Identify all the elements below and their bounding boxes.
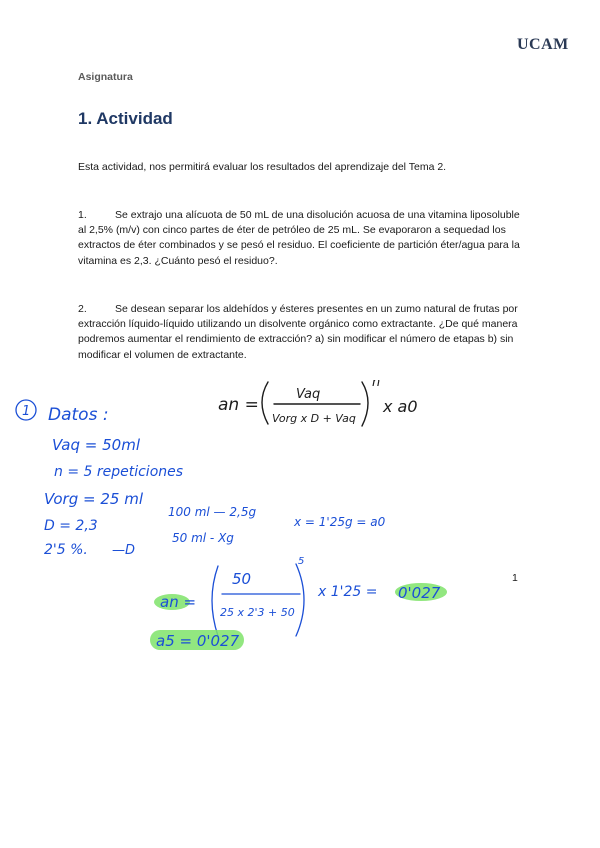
question-1-text: Se extrajo una alícuota de 50 mL de una disolución acuosa de una vitamina liposoluble al 2,5% (m/v) con cinco partes de éter de petróleo de 25 mL. Se evaporaron a sequedad los extractos de éter combinados y se pesó el residuo. El coeficiente de partición éter/agua para la vitamina es 2,3. ¿Cuánto pesó el residuo?.	[78, 209, 520, 267]
arrow-mark: —D	[112, 543, 136, 558]
formula-numerator: Vaq	[296, 387, 321, 402]
formula-denominator: Vorg x D + Vaq	[272, 412, 356, 425]
calc-lhs: an =	[160, 593, 197, 611]
data-line-1: Vaq = 50ml	[52, 436, 140, 454]
subject-label: Asignatura	[78, 71, 133, 83]
proportion-line-1: 100 ml — 2,5g	[168, 505, 257, 519]
question-1	[78, 208, 524, 269]
question-2-number: 2.	[78, 303, 87, 315]
data-line-2: n = 5 repeticiones	[54, 464, 184, 480]
data-heading: Datos :	[48, 405, 109, 425]
page-number: 1	[512, 572, 518, 584]
calc-numerator: 50	[232, 570, 252, 588]
formula-lhs: an =	[218, 395, 259, 415]
formula-right-paren	[362, 382, 368, 426]
data-line-3: Vorg = 25 ml	[44, 490, 143, 508]
page-title: 1. Actividad	[78, 109, 173, 128]
intro-paragraph: Esta actividad, nos permitirá evaluar los resultados del aprendizaje del Tema 2.	[78, 161, 447, 173]
x-result: x = 1'25g = a0	[294, 515, 386, 529]
circled-number: 1	[22, 404, 31, 419]
ucam-logo: UCAM	[517, 36, 569, 53]
data-line-4: D = 2,3	[44, 518, 98, 534]
formula-left-paren	[262, 382, 268, 424]
final-answer: a5 = 0'027	[156, 632, 240, 650]
question-1-number: 1.	[78, 209, 87, 221]
proportion-line-2: 50 ml - Xg	[172, 531, 234, 545]
calc-denominator: 25 x 2'3 + 50	[220, 606, 295, 619]
question-2-text: Se desean separar los aldehídos y ésteres presentes en un zumo natural de frutas por extracción líquido-líquido utilizando un disolvente orgánico como extractante. ¿De qué manera podremos aumentar el rendimiento de extracción? a) sin modificar el número de etapas b) sin modificar el volumen de extractante.	[78, 303, 518, 361]
data-line-5: 2'5 %.	[44, 542, 88, 558]
calc-right-paren	[296, 564, 304, 636]
formula-exponent: n	[372, 380, 381, 390]
question-2	[78, 302, 524, 363]
formula-rhs: x a0	[383, 397, 418, 416]
calc-exponent: 5	[298, 556, 305, 567]
calc-left-paren	[212, 566, 218, 636]
calc-rhs: x 1'25 =	[318, 584, 378, 600]
calc-result: 0'027	[398, 584, 441, 602]
handwritten-notes	[0, 380, 600, 660]
